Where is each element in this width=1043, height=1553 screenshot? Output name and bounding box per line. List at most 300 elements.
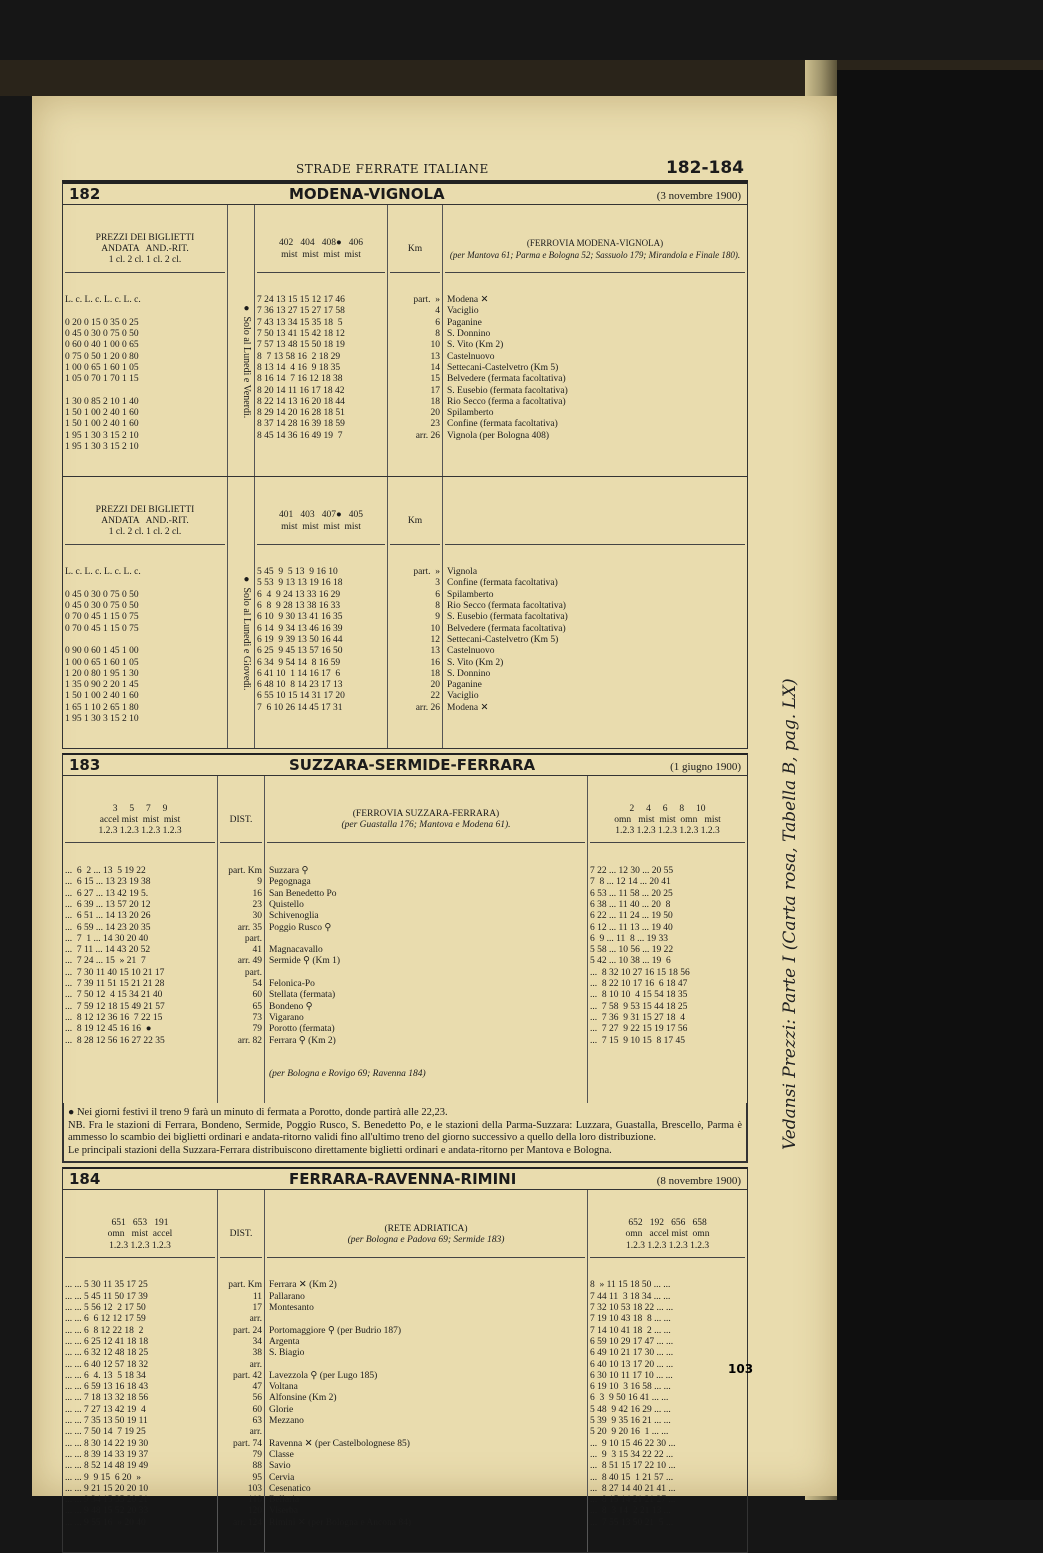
table-row: 9: [435, 612, 440, 623]
table-row: part. Km: [228, 866, 262, 877]
table-row: part. 74: [232, 1438, 262, 1449]
table-row: ... 8 15 14 21 21 27 ...: [590, 1495, 676, 1506]
connections: (per Mantova 61; Parma e Bologna 52; Sassuolo 179; Mirandola e Finale 180).: [449, 249, 741, 260]
table-row: [65, 306, 225, 317]
table-row: part. 24: [232, 1325, 262, 1336]
company: (FERROVIA SUZZARA-FERRARA): [352, 809, 500, 820]
times-column: [255, 205, 388, 476]
table-row: 10: [430, 623, 440, 634]
table-row: 8: [435, 601, 440, 612]
right-times: [588, 1190, 747, 1551]
table-row: part.: [244, 933, 262, 944]
table-row: [267, 1360, 585, 1371]
table-row: Pegognaga: [269, 877, 311, 888]
table-row: part. »: [413, 295, 440, 306]
table-row: 5 42 ... 10 38 ... 19 6: [590, 956, 671, 967]
table-number: 184: [69, 1170, 101, 1189]
table-row: ... 8 28 12 56 16 27 22 35: [65, 1035, 165, 1046]
table-row: Vignola (per Bologna 408): [447, 430, 550, 441]
table-row: Porotto (fermata): [269, 1024, 335, 1035]
table-row: 1 20 0 80 1 95 1 30: [65, 668, 139, 679]
table-row: Spilamberto: [447, 408, 494, 419]
table-row: 6 49 10 21 17 30 ... ...: [590, 1348, 674, 1359]
table-row: 60: [252, 990, 262, 1001]
table-row: 1 95 1 30 3 15 2 10: [65, 713, 139, 724]
stations-column: [265, 1190, 588, 1551]
table-183-body: [63, 776, 747, 1103]
table-row: ... ... 9 9 15 6 20 »: [65, 1472, 141, 1483]
table-row: 34: [252, 1336, 262, 1347]
table-row: 1 50 1 00 2 40 1 60: [65, 691, 139, 702]
table-row: 8: [435, 329, 440, 340]
stations-header: [445, 500, 745, 545]
table-row: Glorie: [269, 1404, 294, 1415]
table-row: 7 36 13 27 15 27 17 58: [257, 306, 345, 317]
table-row: Castelnuovo: [447, 646, 495, 657]
table-row: Schivenoglia: [269, 911, 319, 922]
table-row: ... 8 19 12 45 16 16 ●: [65, 1024, 152, 1035]
table-182-title: [63, 184, 747, 205]
table-row: ... ... 9 55 16 » 20 40: [65, 1517, 146, 1528]
table-row: 8 20 14 11 16 17 18 42: [257, 385, 345, 396]
km-header: DIST.: [220, 798, 262, 843]
table-row: ... 7 27 9 22 15 19 17 56: [590, 1024, 688, 1035]
table-row: Bondeno ⚲: [269, 1001, 313, 1012]
times-column: [255, 477, 388, 748]
table-row: [267, 934, 585, 945]
table-row: 6 30 10 11 17 10 ... ...: [590, 1370, 673, 1381]
table-row: Modena ✕: [447, 702, 489, 713]
company: (FERROVIA MODENA-VIGNOLA): [526, 238, 664, 249]
table-row: 79: [252, 1024, 262, 1035]
table-row: 6 41 10 1 14 16 17 6: [257, 668, 341, 679]
table-row: 16: [430, 657, 440, 668]
running-header: [62, 158, 748, 182]
table-row: Felonica-Po: [269, 979, 315, 990]
table-row: [65, 635, 225, 646]
table-row: 8 29 14 20 16 28 18 51: [257, 408, 345, 419]
table-row: L. c. L. c. L. c. L. c.: [65, 295, 141, 306]
line-date: (8 novembre 1900): [656, 1175, 741, 1188]
table-row: ... 7 1 ... 14 30 20 40: [65, 933, 149, 944]
table-row: part. Km: [228, 1280, 262, 1291]
table-row: arr. 35: [237, 922, 262, 933]
table-row: ... ... 8 39 14 33 19 37: [65, 1449, 149, 1460]
table-row: 6 4 9 24 13 33 16 29: [257, 589, 341, 600]
table-row: ... 7 59 12 18 15 49 21 57: [65, 1001, 165, 1012]
table-row: arr.: [249, 1427, 262, 1438]
table-row: Bellaria: [269, 1495, 300, 1506]
line-date: (3 novembre 1900): [656, 190, 741, 202]
table-row: [65, 386, 225, 397]
table-row: Viserba: [269, 1506, 298, 1517]
table-number: 183: [69, 755, 101, 774]
table-184-body: [63, 1190, 747, 1551]
table-182-outbound: [63, 205, 747, 476]
line-date: (1 giugno 1900): [670, 760, 741, 773]
timetable-page: [62, 158, 748, 1553]
table-row: 1 50 1 00 2 40 1 60: [65, 419, 139, 430]
table-row: 5 48 9 42 16 29 ... ...: [590, 1404, 671, 1415]
table-row: ... ... 8 30 14 22 19 30: [65, 1438, 149, 1449]
table-row: 1 95 1 30 3 15 2 10: [65, 442, 139, 453]
table-row: ... 8 10 10 4 15 54 18 35: [590, 990, 688, 1001]
table-row: ... 6 27 ... 13 42 19 5.: [65, 888, 149, 899]
table-row: arr. 26: [415, 702, 440, 713]
table-row: arr. 82: [237, 1035, 262, 1046]
table-row: 0 70 0 45 1 15 0 75: [65, 612, 139, 623]
table-row: 6 53 ... 11 58 ... 20 25: [590, 888, 673, 899]
table-row: ... 8 27 14 40 21 41 ...: [590, 1483, 676, 1494]
connections: (per Guastalla 176; Mantova e Modena 61).: [341, 820, 511, 831]
table-row: 6 9 ... 11 8 ... 19 33: [590, 933, 669, 944]
table-row: ... ... 5 56 12 2 17 50: [65, 1303, 146, 1314]
table-row: Belvedere (fermata facoltativa): [447, 623, 566, 634]
table-row: arr.: [249, 1314, 262, 1325]
table-row: ... ... 6 59 13 16 18 43: [65, 1382, 149, 1393]
table-row: 5 58 ... 10 56 ... 19 22: [590, 945, 674, 956]
table-row: S. Biagio: [269, 1348, 305, 1359]
table-row: [267, 968, 585, 979]
table-row: 6: [435, 317, 440, 328]
table-row: 1 95 1 30 3 15 2 10: [65, 430, 139, 441]
table-row: Magnacavallo: [269, 945, 323, 956]
table-row: S. Vito (Km 2): [447, 657, 504, 668]
table-row: ... 7 24 ... 15 » 21 7: [65, 956, 146, 967]
table-row: ... 8 3 14 2 21 13 ...: [590, 1506, 671, 1517]
header-pages: 182-184: [665, 158, 744, 178]
table-row: 15: [430, 374, 440, 385]
table-row: 6 38 ... 11 40 ... 20 8: [590, 899, 671, 910]
table-row: 6 19 9 39 13 50 16 44: [257, 634, 343, 645]
table-row: 88: [252, 1461, 262, 1472]
table-row: ... ... 7 50 14 7 19 25: [65, 1427, 146, 1438]
table-row: 22: [430, 691, 440, 702]
table-row: 6 14 9 34 13 46 16 39: [257, 623, 343, 634]
table-row: Argenta: [269, 1336, 300, 1347]
table-row: 1 50 1 00 2 40 1 60: [65, 408, 139, 419]
table-row: 6 10 9 30 13 41 16 35: [257, 612, 343, 623]
table-row: 17: [252, 1303, 262, 1314]
table-row: 7 14 10 41 18 2 ... ...: [590, 1325, 671, 1336]
note-3: Le principali stazioni della Suzzara-Ferrara distribuiscono direttamente biglietti ordinari e andata-ritorno per Mantova e Bologna.: [68, 1144, 612, 1156]
table-row: S. Vito (Km 2): [447, 340, 504, 351]
table-row: Belvedere (fermata facoltativa): [447, 374, 566, 385]
table-row: S. Eusebio (fermata facoltativa): [447, 612, 568, 623]
table-row: ... 7 55 13 50 21 5 ...: [590, 1517, 674, 1528]
table-row: ... 7 58 9 53 15 44 18 25: [590, 1001, 688, 1012]
table-row: Stellata (fermata): [269, 990, 336, 1001]
table-row: Vaciglio: [447, 691, 479, 702]
table-row: ... 6 2 ... 13 5 19 22: [65, 866, 146, 877]
table-row: Classe: [269, 1449, 294, 1460]
table-row: 7 6 10 26 14 45 17 31: [257, 702, 343, 713]
table-row: ... ... 6 40 12 57 18 32: [65, 1359, 149, 1370]
table-row: Alfonsine (Km 2): [269, 1393, 337, 1404]
table-row: Confine (fermata facoltativa): [447, 578, 558, 589]
table-row: 103: [247, 1483, 262, 1494]
table-row: 54: [252, 979, 262, 990]
table-row: ... 8 12 12 36 16 7 22 15: [65, 1012, 163, 1023]
table-row: 5 53 9 13 13 19 16 18: [257, 578, 343, 589]
km-header: Km: [390, 228, 440, 273]
table-row: Poggio Rusco ⚲: [269, 922, 332, 933]
table-row: Paganine: [447, 317, 482, 328]
trains-header: 401 403 407● 405 mist mist mist mist: [257, 500, 385, 545]
table-row: 41: [252, 945, 262, 956]
table-row: 110: [248, 1495, 262, 1506]
fares-column: [63, 477, 228, 748]
table-row: 47: [252, 1382, 262, 1393]
table-row: 23: [252, 899, 262, 910]
table-row: ... 6 59 ... 14 23 20 35: [65, 922, 151, 933]
table-row: 5 20 9 20 16 1 ... ...: [590, 1427, 669, 1438]
table-row: 16: [252, 888, 262, 899]
fares-header: PREZZI DEI BIGLIETTI ANDATA AND.-RIT. 1 cl. 2 cl. 1 cl. 2 cl.: [65, 500, 225, 545]
table-row: Portomaggiore ⚲ (per Budrio 187): [269, 1325, 402, 1336]
table-row: part. 42: [232, 1370, 262, 1381]
line-name: FERRARA-RAVENNA-RIMINI: [289, 1170, 517, 1189]
table-row: 0 70 0 45 1 15 0 75: [65, 623, 139, 634]
table-row: 8 7 13 58 16 2 18 29: [257, 351, 341, 362]
left-trains: 651 653 191 omn mist accel 1.2.3 1.2.3 1.2.3: [65, 1213, 215, 1258]
table-row: ... 7 39 11 51 15 21 21 28: [65, 979, 165, 990]
table-row: 1 35 0 90 2 20 1 45: [65, 680, 139, 691]
table-row: 18: [430, 668, 440, 679]
table-row: 7 22 ... 12 30 ... 20 55: [590, 866, 674, 877]
table-row: 8 22 14 13 16 20 18 44: [257, 396, 345, 407]
table-row: ... ... 5 30 11 35 17 25: [65, 1280, 148, 1291]
note-1: ● Nei giorni festivi il treno 9 farà un minuto di fermata a Porotto, donde partirà alle 22,23.: [68, 1107, 448, 1119]
table-row: Ferrara ✕ (Km 2): [269, 1280, 337, 1291]
table-row: arr. 26: [415, 430, 440, 441]
table-182-return: [63, 476, 747, 748]
table-182: [62, 182, 748, 749]
left-times: [63, 1190, 218, 1551]
table-row: 6 12 ... 11 13 ... 19 40: [590, 922, 673, 933]
stations-header: [267, 1213, 585, 1258]
right-trains: 2 4 6 8 10 omn mist mist omn mist 1.2.3 1.2.3 1.2.3 1.2.3 1.2.3: [590, 798, 745, 843]
table-row: [65, 578, 225, 589]
table-row: [267, 1314, 585, 1325]
table-row: 3: [435, 578, 440, 589]
stations-header: [267, 798, 585, 843]
table-row: 1 30 0 85 2 10 1 40: [65, 396, 139, 407]
table-row: 7 32 10 53 18 22 ... ...: [590, 1303, 674, 1314]
table-row: [267, 1427, 585, 1438]
table-row: Castelnuovo: [447, 351, 495, 362]
right-trains: 652 192 656 658 omn accel mist omn 1.2.3 1.2.3 1.2.3 1.2.3: [590, 1213, 745, 1258]
side-reference: Vedansi Prezzi: Parte I (Carta rosa, Tabella B, pag. LX): [780, 678, 800, 1150]
table-row: ... 8 32 10 27 16 15 18 56: [590, 967, 690, 978]
table-row: 38: [252, 1348, 262, 1359]
page-number: 103: [728, 1362, 754, 1376]
table-row: Ravenna ✕ (per Castelbolognese 85): [269, 1438, 410, 1449]
table-row: Vigarano: [269, 1012, 304, 1023]
table-row: Rio Secco (ferma a facoltativa): [447, 396, 566, 407]
km-header: Km: [390, 500, 440, 545]
table-row: Settecani-Castelvetro (Km 5): [447, 362, 559, 373]
table-183: [62, 753, 748, 1163]
table-row: ... ... 9 34 15 35 20 21: [65, 1495, 149, 1506]
table-row: 6 22 ... 11 24 ... 19 50: [590, 911, 673, 922]
table-row: Ferrara ⚲ (Km 2): [269, 1035, 336, 1046]
via: (per Bologna e Rovigo 69; Ravenna 184): [269, 1069, 426, 1080]
table-row: 13: [430, 351, 440, 362]
table-row: 7 24 13 15 15 12 17 46: [257, 295, 345, 306]
table-row: 5 45 9 5 13 9 16 10: [257, 567, 338, 578]
table-row: 14: [430, 362, 440, 373]
trains-header: 402 404 408● 406 mist mist mist mist: [257, 228, 385, 273]
table-row: Montesanto: [269, 1303, 314, 1314]
table-row: ... ... 7 18 13 32 18 56: [65, 1393, 149, 1404]
table-row: 7 8 ... 12 14 ... 20 41: [590, 877, 671, 888]
table-row: 12: [430, 634, 440, 645]
table-row: 1 00 0 65 1 60 1 05: [65, 362, 139, 373]
table-row: Spilamberto: [447, 589, 494, 600]
table-row: 6 59 10 29 17 47 ... ...: [590, 1336, 674, 1347]
table-row: arr.: [249, 1359, 262, 1370]
table-row: ... 7 50 12 4 15 34 21 40: [65, 990, 163, 1001]
table-row: 56: [252, 1393, 262, 1404]
table-row: ... 7 30 11 40 15 10 21 17: [65, 967, 165, 978]
table-row: 5 39 9 35 16 21 ... ...: [590, 1416, 671, 1427]
table-row: ... 6 51 ... 14 13 20 26: [65, 911, 151, 922]
table-row: 30: [252, 911, 262, 922]
table-row: ... 9 10 15 46 22 30 ...: [590, 1438, 676, 1449]
table-row: 20: [430, 408, 440, 419]
table-row: ... ... 6 4. 13 5 18 34: [65, 1370, 146, 1381]
table-row: 7 19 10 43 18 8 ... ...: [590, 1314, 671, 1325]
table-row: Pallarano: [269, 1291, 305, 1302]
note-2: NB. Fra le stazioni di Ferrara, Bondeno, Sermide, Poggio Rusco, S. Benedetto Po, e le stazioni della Parma-Suzzara: Luzzara, Guastalla, Brescello, Parma è ammesso lo scambio dei biglietti ordinari e andata-ritorno validi fino all'ultimo treno del giorno successivo a quello della loro distribuzione.: [68, 1119, 742, 1144]
table-row: 6 19 10 3 16 58 ... ...: [590, 1382, 671, 1393]
table-row: 0 45 0 30 0 75 0 50: [65, 589, 139, 600]
table-row: Vaciglio: [447, 306, 479, 317]
table-row: 9: [257, 877, 262, 888]
table-row: 7 57 13 48 15 50 18 19: [257, 340, 345, 351]
km-header: DIST.: [220, 1213, 262, 1258]
table-row: ... ... 7 27 13 42 19 4: [65, 1404, 146, 1415]
table-row: ... ... 5 45 11 50 17 39: [65, 1291, 148, 1302]
table-row: 6 34 9 54 14 8 16 59: [257, 657, 341, 668]
table-row: ... ... 8 52 14 48 19 49: [65, 1461, 149, 1472]
table-row: 65: [252, 1001, 262, 1012]
connections: (per Bologna e Padova 69; Sermide 183): [347, 1234, 505, 1245]
table-row: Settecani-Castelvetro (Km 5): [447, 634, 559, 645]
stations-header: [445, 228, 745, 273]
table-row: 10: [430, 340, 440, 351]
table-row: ... ... 7 35 13 50 19 11: [65, 1416, 148, 1427]
table-row: Savio: [269, 1461, 291, 1472]
table-row: 60: [252, 1404, 262, 1415]
table-row: 17: [430, 385, 440, 396]
table-row: ... 8 22 10 17 16 6 18 47: [590, 979, 688, 990]
stations-column: [443, 205, 747, 476]
table-row: ... ... 6 8 12 22 18 2: [65, 1325, 144, 1336]
note-in: ● Solo al Lunedì e Giovedì.: [228, 477, 255, 748]
table-row: 7 44 11 3 18 34 ... ...: [590, 1291, 671, 1302]
stations-column: [265, 776, 588, 1103]
scanner-background-right: [837, 70, 1043, 1500]
table-row: 8 13 14 4 16 9 18 35: [257, 362, 341, 373]
km-column: [388, 477, 443, 748]
table-184-title: [63, 1169, 747, 1190]
table-row: 0 45 0 30 0 75 0 50: [65, 601, 139, 612]
table-row: Cesenatico: [269, 1483, 311, 1494]
table-row: ... 8 40 15 1 21 57 ...: [590, 1472, 674, 1483]
right-times: [588, 776, 747, 1103]
km-column: [218, 1190, 265, 1551]
note-out: ● Solo al Lunedì e Venerdì.: [228, 205, 255, 476]
table-row: ... ... 6 6 12 12 17 59: [65, 1314, 146, 1325]
table-row: Paganine: [447, 680, 482, 691]
table-row: 73: [252, 1012, 262, 1023]
table-row: 0 45 0 30 0 75 0 50: [65, 329, 139, 340]
table-row: ... 6 39 ... 13 57 20 12: [65, 899, 151, 910]
table-row: Voltana: [269, 1382, 298, 1393]
table-row: ... 8 51 15 17 22 10 ...: [590, 1461, 676, 1472]
table-row: ... 7 11 ... 14 43 20 52: [65, 945, 151, 956]
table-row: part.: [244, 967, 262, 978]
table-row: part. »: [413, 567, 440, 578]
table-row: Mezzano: [269, 1416, 304, 1427]
table-row: 6 25 9 45 13 57 16 50: [257, 646, 343, 657]
left-times: [63, 776, 218, 1103]
table-row: 23: [430, 419, 440, 430]
table-row: 6: [435, 589, 440, 600]
table-row: Rio Secco (fermata facoltativa): [447, 601, 566, 612]
table-row: 0 20 0 15 0 35 0 25: [65, 317, 139, 328]
table-row: 79: [252, 1449, 262, 1460]
table-row: 6 3 9 50 16 41 ... ...: [590, 1393, 669, 1404]
table-row: 4: [435, 306, 440, 317]
table-row: Confine (fermata facoltativa): [447, 419, 558, 430]
table-row: 11: [252, 1291, 262, 1302]
table-row: 6 8 9 28 13 38 16 33: [257, 601, 341, 612]
table-row: Modena ✕: [447, 295, 489, 306]
table-row: ... 6 15 ... 13 23 19 38: [65, 877, 151, 888]
company: (RETE ADRIATICA): [384, 1223, 468, 1234]
table-row: 8 45 14 36 16 49 19 7: [257, 430, 343, 441]
table-row: 0 90 0 60 1 45 1 00: [65, 646, 139, 657]
table-row: Cervia: [269, 1472, 295, 1483]
table-row: ... ... 6 25 12 41 18 18: [65, 1336, 149, 1347]
table-row: 6 48 10 8 14 23 17 13: [257, 680, 343, 691]
table-row: ... ... 9 21 15 20 20 10: [65, 1483, 149, 1494]
table-row: ... ... 6 32 12 48 18 25: [65, 1348, 149, 1359]
table-row: 120: [247, 1506, 262, 1517]
fares-header: PREZZI DEI BIGLIETTI ANDATA AND.-RIT. 1 cl. 2 cl. 1 cl. 2 cl.: [65, 228, 225, 273]
table-row: L. c. L. c. L. c. L. c.: [65, 567, 141, 578]
table-row: ... 9 3 15 34 22 22 ...: [590, 1449, 674, 1460]
table-row: ... ... 9 48 15 52 20 33: [65, 1506, 149, 1517]
table-row: 7 43 13 34 15 35 18 5: [257, 317, 343, 328]
table-row: S. Donnino: [447, 329, 491, 340]
table-183-title: [63, 755, 747, 776]
km-column: [218, 776, 265, 1103]
table-row: 8 37 14 28 16 39 18 59: [257, 419, 345, 430]
table-row: 1 00 0 65 1 60 1 05: [65, 657, 139, 668]
table-row: Vignola: [447, 567, 478, 578]
table-row: 1 65 1 10 2 65 1 80: [65, 702, 139, 713]
table-row: 63: [252, 1416, 262, 1427]
table-row: 8 16 14 7 16 12 18 38: [257, 374, 343, 385]
left-trains: 3 5 7 9 accel mist mist mist 1.2.3 1.2.3 1.2.3 1.2.3: [65, 798, 215, 843]
table-row: ... 7 36 9 31 15 27 18 4: [590, 1012, 685, 1023]
table-row: 13: [430, 646, 440, 657]
table-row: Quistello: [269, 899, 304, 910]
